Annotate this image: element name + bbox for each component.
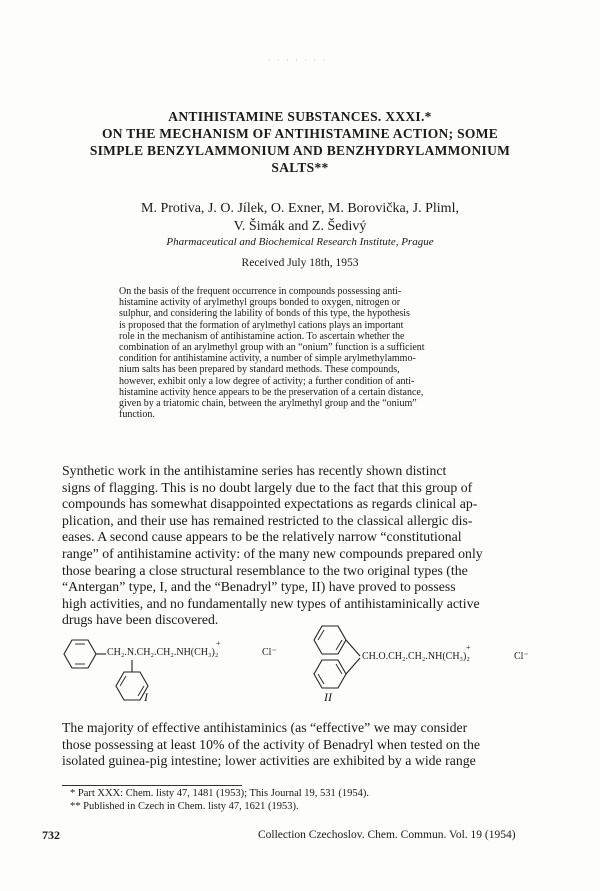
abstract-line: combination of an arylmethyl group with an “onium” function is a sufficient: [119, 342, 425, 354]
anion-compound-II: Cl⁻: [514, 651, 529, 662]
abstract-line: role in the mechanism of antihistamine action. To ascertain whether the: [119, 330, 405, 342]
abstract-line: function.: [119, 409, 155, 421]
abstract-line: histamine activity hence appears to be the preservation of a certain distance,: [119, 386, 424, 398]
anion-compound-I: Cl⁻: [262, 647, 277, 658]
footnotes: [62, 787, 532, 813]
footnote: ** Published in Czech in Chem. listy 47, 1621 (1953).: [70, 801, 299, 812]
footnote: * Part XXX: Chem. listy 47, 1481 (1953); This Journal 19, 531 (1954).: [70, 788, 370, 799]
authors-line: M. Protiva, J. O. Jílek, O. Exner, M. Borovička, J. Pliml,: [141, 201, 459, 216]
body-line: range” of antihistamine activity: of the many new compounds prepared only: [62, 545, 483, 561]
author-list: [40, 200, 560, 236]
body-line: plication, and their use has remained restricted to the classical allergic dis-: [62, 512, 473, 528]
body-line: those possessing at least 10% of the activity of Benadryl when tested on the: [62, 736, 481, 752]
charge-plus: +: [216, 639, 221, 648]
benzene-ring: [314, 660, 346, 688]
title-line: ANTIHISTAMINE SUBSTANCES. XXXI.*: [168, 109, 432, 124]
structure-compound-II: [308, 620, 368, 690]
page-number: 732: [42, 828, 60, 842]
authors-line: V. Šimák and Z. Šedivý: [233, 219, 367, 234]
footnote-divider: [62, 785, 242, 786]
abstract-line: nium salts has been prepared by standard methods. These compounds,: [119, 364, 400, 376]
label-compound-I: I: [144, 690, 148, 704]
body-line: isolated guinea-pig intestine; lower activities are exhibited by a wide range: [62, 753, 476, 769]
body-line: The majority of effective antihistaminics (as “effective” we may consider: [62, 720, 468, 735]
label-compound-II: II: [324, 690, 332, 704]
title-line: ON THE MECHANISM OF ANTIHISTAMINE ACTION; SOME: [101, 126, 499, 141]
abstract-line: however, exhibit only a low degree of activity; a further condition of anti-: [119, 375, 415, 387]
body-line: “Antergan” type, I, and the “Benadryl” type, II) have proved to possess: [62, 579, 456, 595]
formula-compound-I: CH₂.N.CH₂.CH₂.NH(CH₃)₂: [107, 647, 219, 658]
abstract-line: On the basis of the frequent occurrence in compounds possessing anti-: [119, 286, 402, 297]
received-date: Received July 18th, 1953: [241, 257, 359, 269]
journal-footer: Collection Czechoslov. Chem. Commun. Vol. 19 (1954): [258, 829, 516, 841]
title-line: SALTS**: [271, 160, 329, 175]
body-line: those bearing a close structural resemblance to the two original types (the: [62, 562, 468, 578]
body-line: signs of flagging. This is no doubt largely due to the fact that this group of: [62, 479, 473, 495]
body-line: Synthetic work in the antihistamine series has recently shown distinct: [62, 463, 447, 478]
benzene-ring: [314, 626, 346, 654]
body-paragraph-2: [62, 720, 552, 770]
scan-artifact: · · · · · · ·: [268, 56, 328, 65]
body-line: drugs have been discovered.: [62, 612, 219, 628]
abstract-line: condition for antihistamine activity, a number of simple arylmethylammo-: [119, 353, 416, 365]
abstract-line: given by a triatomic chain, between the arylmethyl group and the “onium”: [119, 398, 417, 410]
abstract-line: is proposed that the formation of arylmethyl cations plays an important: [119, 319, 404, 331]
abstract-line: histamine activity of arylmethyl groups bonded to oxygen, nitrogen or: [119, 297, 401, 309]
body-line: compounds has somewhat disappointed expectations as regards clinical ap-: [62, 496, 478, 512]
formula-compound-II: CH.O.CH₂.CH₂.NH(CH₃)₂: [362, 651, 470, 662]
body-line: eases. A second cause appears to be the relatively narrow “constitutional: [62, 529, 462, 545]
body-line: high activities, and no fundamentally new types of antihistaminically active: [62, 595, 480, 611]
abstract-line: sulphur, and considering the lability of bonds of this type, the hypothesis: [119, 308, 410, 320]
charge-plus: +: [466, 643, 471, 652]
body-paragraph-1: [62, 463, 552, 629]
structure-compound-I: [60, 630, 290, 710]
affiliation: Pharmaceutical and Biochemical Research Institute, Prague: [166, 236, 434, 248]
article-title: [40, 108, 560, 176]
abstract: [119, 286, 479, 420]
title-line: SIMPLE BENZYLAMMONIUM AND BENZHYDRYLAMMONIUM: [89, 143, 511, 158]
